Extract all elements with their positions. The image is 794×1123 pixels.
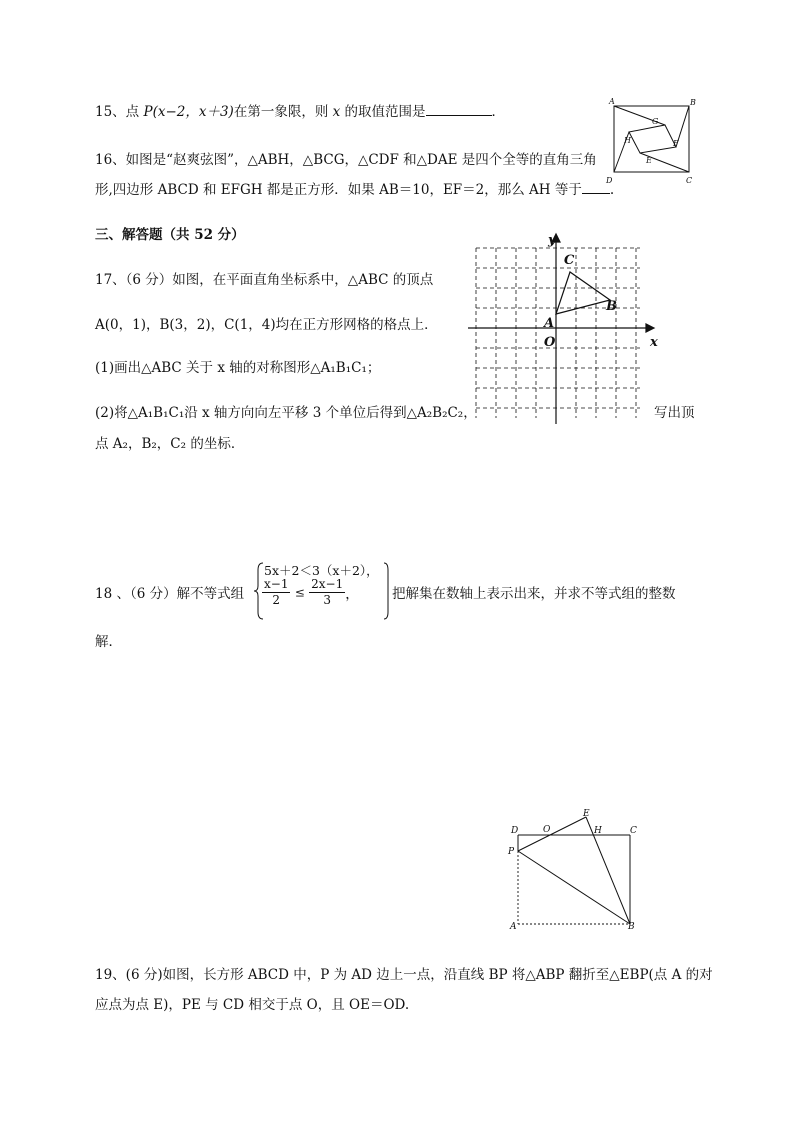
square-efgh [629, 125, 676, 153]
question-18-line2: 解． [95, 634, 122, 650]
le-sign: ≤ [294, 585, 305, 600]
label-e: E [583, 809, 590, 819]
label-h: H [624, 136, 631, 145]
coordinate-grid-figure [462, 228, 662, 428]
inequality-2 [262, 577, 359, 608]
q15-post: 的取值范围是 [340, 104, 426, 120]
label-y: y [548, 233, 556, 248]
zhao-shuang-diagram [604, 97, 704, 185]
label-f: F [673, 139, 679, 148]
question-16-line2 [95, 178, 614, 198]
label-x: x [650, 335, 658, 350]
fold-line-pb [518, 851, 630, 924]
question-17-line5: 点 A₂，B₂，C₂ 的坐标． [95, 436, 245, 452]
question-17-line4: (2)将△A₁B₁C₁沿 x 轴方向向左平移 3 个单位后得到△A₂B₂C₂， [95, 405, 477, 421]
q16-answer-blank[interactable] [582, 181, 610, 194]
grid-lines [476, 248, 640, 418]
label-origin: O [544, 335, 556, 350]
label-g: G [652, 117, 659, 126]
label-p: P [508, 847, 515, 857]
question-17-line4-tail: 写出顶 [654, 405, 695, 421]
label-d: D [606, 176, 613, 185]
label-point-c: C [564, 253, 575, 268]
label-point-b: B [606, 299, 617, 314]
question-17-line2: A(0，1)，B(3，2)，C(1，4)均在正方形网格的格点上． [95, 317, 438, 333]
q15-var: x [332, 104, 341, 120]
q15-mid: 在第一象限，则 [233, 104, 333, 120]
ineq2-comma: ， [345, 586, 359, 603]
fraction-1: $\frac{x-1}{2}$ [264, 577, 289, 607]
question-18-post: 把解集在数轴上表示出来，并求不等式组的整数 [392, 586, 676, 602]
fraction-2: $\frac{2x-1}{3}$ [311, 577, 344, 607]
x-axis-arrow [646, 324, 654, 332]
folded-rectangle-figure [506, 808, 646, 934]
label-a: A [609, 97, 615, 106]
label-b: B [690, 98, 696, 107]
label-o: O [543, 825, 551, 835]
label-h: H [594, 826, 602, 836]
inequality-1: 5x＋2＜3（x＋2）， [264, 563, 379, 578]
q15-point: P(x−2，x＋3) [143, 104, 234, 120]
system-right-bracket [383, 562, 391, 620]
label-b: B [628, 922, 635, 932]
question-18-prefix: 18 、（6 分）解不等式组 [95, 586, 245, 602]
label-e: E [646, 156, 652, 165]
q16-end: . [609, 182, 615, 198]
question-17-line1: 17、（6 分）如图，在平面直角坐标系中，△ABC 的顶点 [95, 272, 434, 288]
question-19-line1: 19、(6 分)如图，长方形 ABCD 中，P 为 AD 边上一点，沿直线 BP 将△ABP 翻折至△EBP(点 A 的对 [95, 967, 713, 983]
question-17-line3: (1)画出△ABC 关于 x 轴的对称图形△A₁B₁C₁； [95, 360, 381, 376]
q16-line2-text: 形,四边形 ABCD 和 EFGH 都是正方形．如果 AB＝10，EF＝2，那么 AH 等于 [95, 182, 582, 198]
label-c: C [630, 826, 637, 836]
question-16-line1: 16、如图是“赵爽弦图”，△ABH，△BCG，△CDF 和△DAE 是四个全等的直角三角 [95, 152, 597, 168]
q15-end: ． [491, 104, 506, 120]
fold-pe [518, 817, 586, 851]
question-19-line2: 应点为点 E)，PE 与 CD 相交于点 O，且 OE＝OD. [95, 997, 410, 1013]
label-d: D [511, 826, 519, 836]
fold-eb [586, 817, 630, 924]
q15-prefix: 15、点 [95, 104, 144, 120]
section-title: 三、解答题（共 52 分） [95, 227, 245, 243]
label-c: C [686, 176, 693, 185]
question-15 [95, 100, 505, 120]
label-point-a: A [544, 316, 555, 331]
q15-answer-blank[interactable] [426, 103, 492, 116]
label-a: A [510, 922, 517, 932]
